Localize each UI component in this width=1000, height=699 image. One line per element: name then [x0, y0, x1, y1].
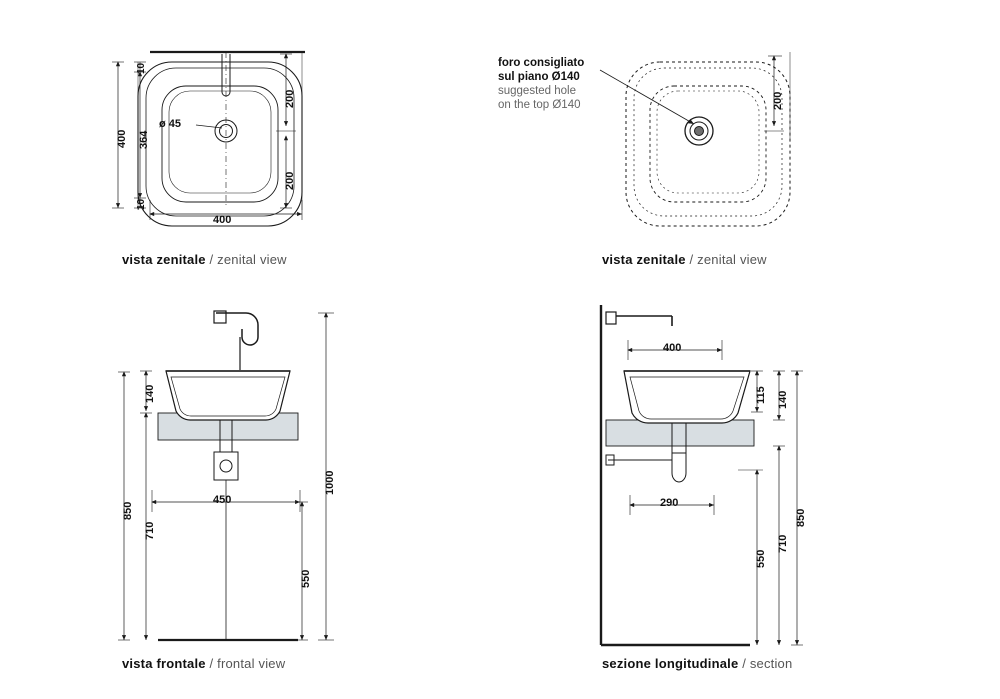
caption-section-en: / section [738, 656, 793, 671]
dim-section-400: 400 [663, 342, 682, 354]
suggested-hole-note [498, 56, 584, 112]
dim-top-left-height: 400 [116, 129, 128, 148]
caption-frontal-it: vista frontale [122, 656, 206, 671]
dim-front-1000: 1000 [324, 470, 336, 495]
caption-zenital-right-it: vista zenitale [602, 252, 686, 267]
caption-zenital-right [602, 252, 767, 267]
dim-section-140: 140 [777, 390, 789, 409]
dim-section-115: 115 [755, 386, 767, 404]
dim-front-550: 550 [300, 569, 312, 588]
dim-front-140: 140 [144, 384, 156, 403]
dim-top-left-tick-bottom: 10 [136, 198, 147, 210]
dim-top-left-lower-offset: 200 [284, 171, 296, 190]
caption-zenital-left-en: / zenital view [205, 252, 287, 267]
dim-top-left-width: 400 [213, 214, 232, 226]
dim-section-850: 850 [795, 508, 807, 527]
dim-top-left-tick-top: 10 [136, 62, 147, 74]
dim-section-550: 550 [755, 549, 767, 568]
top-right-zenital-drawing [600, 52, 790, 226]
caption-frontal [122, 656, 285, 671]
caption-zenital-left [122, 252, 287, 267]
note-line-4: on the top Ø140 [498, 99, 581, 111]
dim-top-right-offset: 200 [772, 91, 784, 110]
dim-top-left-inner-height: 364 [138, 130, 150, 149]
caption-zenital-right-en: / zenital view [685, 252, 767, 267]
caption-zenital-left-it: vista zenitale [122, 252, 206, 267]
dim-front-850: 850 [122, 501, 134, 520]
caption-frontal-en: / frontal view [205, 656, 286, 671]
dim-section-710: 710 [777, 534, 789, 553]
note-line-1: foro consigliato [498, 57, 585, 69]
dim-section-290: 290 [660, 497, 679, 509]
caption-section [602, 656, 792, 671]
note-line-3: suggested hole [498, 85, 577, 97]
frontal-view-drawing [118, 311, 334, 640]
dim-front-450: 450 [213, 494, 232, 506]
dim-top-left-upper-offset: 200 [284, 89, 296, 108]
note-line-2: sul piano Ø140 [498, 71, 580, 83]
dim-top-left-hole: ø 45 [159, 118, 182, 130]
caption-section-it: sezione longitudinale [602, 656, 739, 671]
section-view-drawing [601, 305, 803, 645]
dim-front-710: 710 [144, 521, 156, 540]
